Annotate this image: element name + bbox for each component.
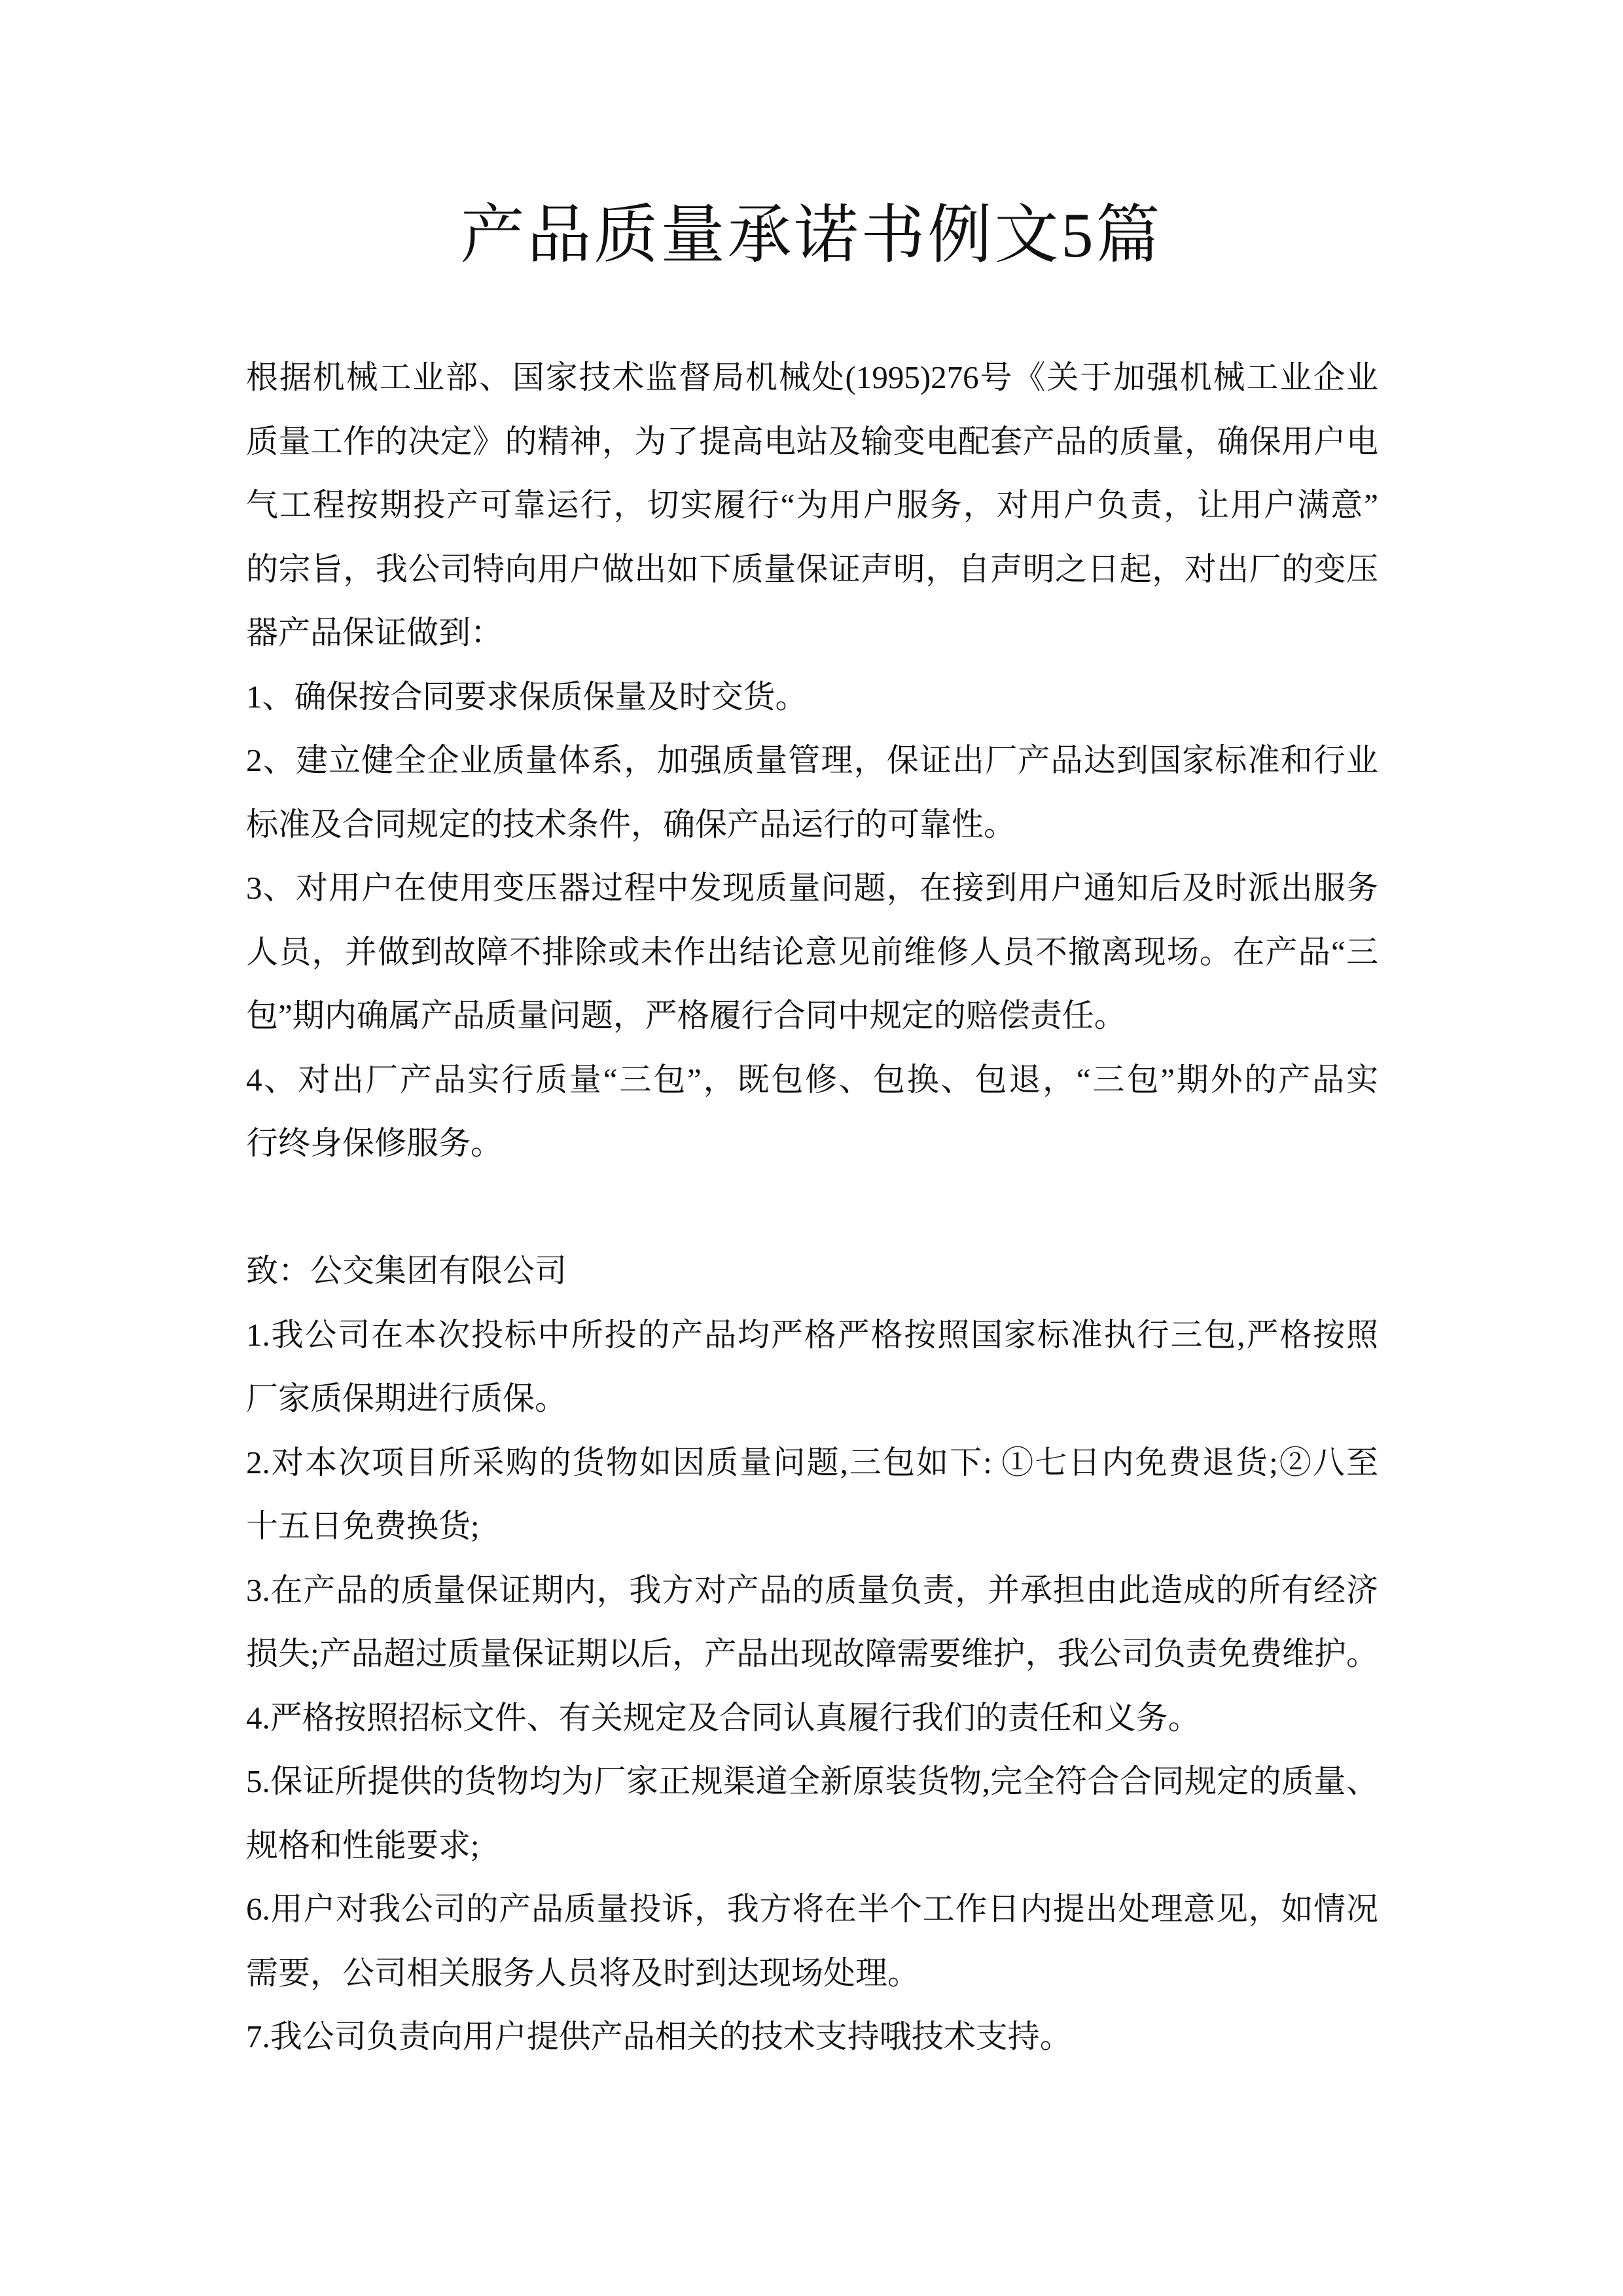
text-line: 厂家质保期进行质保。 bbox=[246, 1380, 567, 1416]
text-line: 2、建立健全企业质量体系，加强质量管理，保证出厂产品达到国家标准和行业 bbox=[246, 742, 1378, 778]
text-line: 6.用户对我公司的产品质量投诉，我方将在半个工作日内提出处理意见，如情况 bbox=[246, 1891, 1378, 1927]
text-line: 4、对出厂产品实行质量“三包”，既包修、包换、包退，“三包”期外的产品实 bbox=[246, 1061, 1378, 1098]
text-line: 损失;产品超过质量保证期以后，产品出现故障需要维护，我公司负责免费维护。 bbox=[246, 1636, 1378, 1672]
text-line: 行终身保修服务。 bbox=[246, 1125, 503, 1161]
text-line: 7.我公司负责向用户提供产品相关的技术支持哦技术支持。 bbox=[246, 2018, 1072, 2054]
text-line: 5.保证所提供的货物均为厂家正规渠道全新原装货物,完全符合合同规定的质量、 bbox=[246, 1763, 1378, 1799]
text-line: 标准及合同规定的技术条件，确保产品运行的可靠性。 bbox=[246, 806, 1016, 842]
text-line: 规格和性能要求; bbox=[246, 1827, 480, 1863]
text-line: 根据机械工业部、国家技术监督局机械处(1995)276号《关于加强机械工业企业 bbox=[246, 359, 1378, 395]
text-line: 气工程按期投产可靠运行，切实履行“为用户服务，对用户负责，让用户满意” bbox=[246, 487, 1378, 523]
text-line: 需要，公司相关服务人员将及时到达现场处理。 bbox=[246, 1954, 920, 1991]
text-line: 4.严格按照招标文件、有关规定及合同认真履行我们的责任和义务。 bbox=[246, 1699, 1200, 1736]
text-line: 十五日免费换货; bbox=[246, 1508, 480, 1544]
text-line: 包”期内确属产品质量问题，严格履行合同中规定的赔偿责任。 bbox=[246, 997, 1126, 1033]
text-line: 1.我公司在本次投标中所投的产品均严格严格按照国家标准执行三包,严格按照 bbox=[246, 1316, 1378, 1353]
text-line: 质量工作的决定》的精神，为了提高电站及输变电配套产品的质量，确保用户电 bbox=[246, 423, 1378, 459]
text-line: 的宗旨，我公司特向用户做出如下质量保证声明，自声明之日起，对出厂的变压 bbox=[246, 550, 1378, 587]
text-line: 1、确保按合同要求保质保量及时交货。 bbox=[246, 678, 808, 715]
text-line: 3、对用户在使用变压器过程中发现质量问题，在接到用户通知后及时派出服务 bbox=[246, 870, 1378, 906]
text-line: 3.在产品的质量保证期内，我方对产品的质量负责，并承担由此造成的所有经济 bbox=[246, 1571, 1378, 1608]
document-title: 产品质量承诺书例文5篇 bbox=[460, 200, 1163, 271]
text-line: 器产品保证做到： bbox=[246, 615, 503, 651]
text-line: 人员，并做到故障不排除或未作出结论意见前维修人员不撤离现场。在产品“三 bbox=[246, 933, 1378, 970]
text-line: 2.对本次项目所采购的货物如因质量问题,三包如下: ①七日内免费退货;②八至 bbox=[246, 1444, 1378, 1480]
text-line: 致：公交集团有限公司 bbox=[246, 1253, 567, 1289]
